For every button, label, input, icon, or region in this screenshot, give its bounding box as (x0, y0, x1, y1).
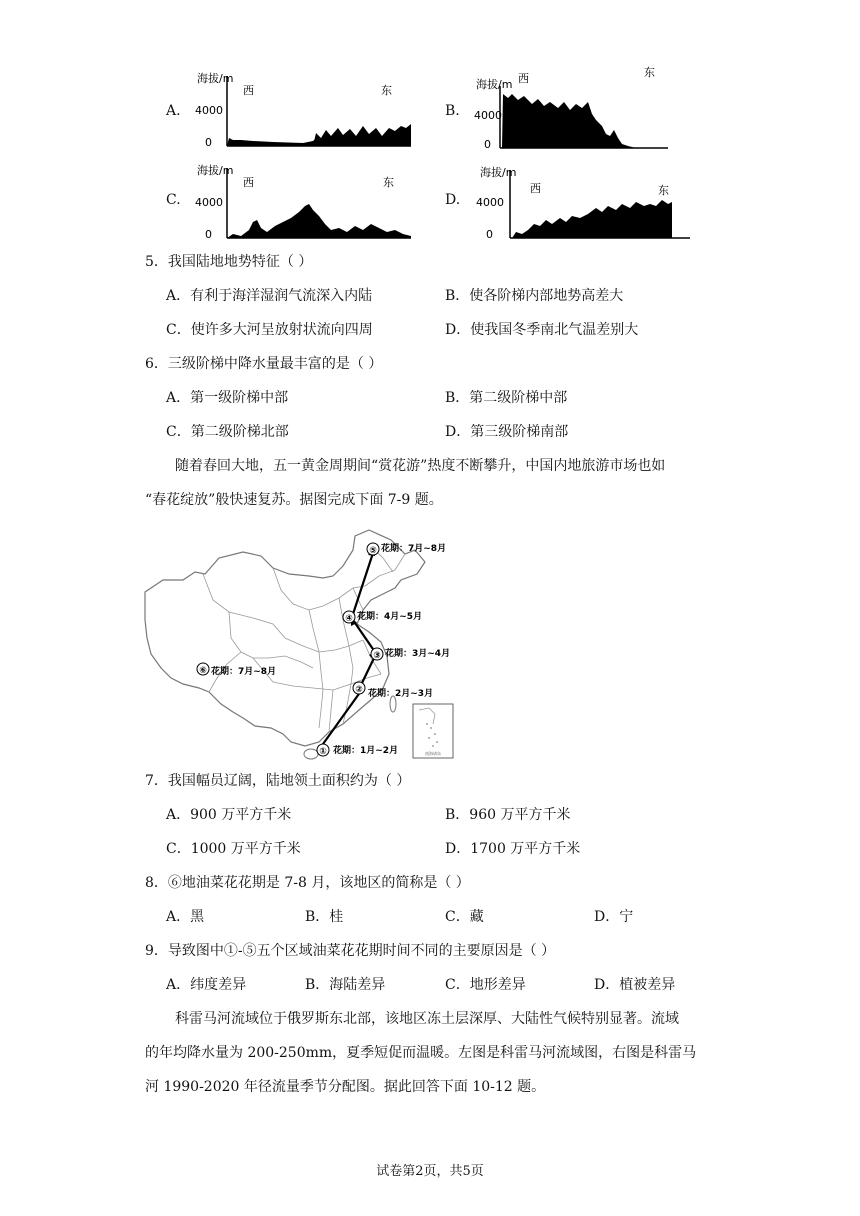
q9-stem: 9．导致图中①-⑤五个区域油菜花花期时间不同的主要原因是（ ） (145, 943, 556, 959)
china-map (143, 528, 468, 767)
q9-option-c: C．地形差异 (445, 977, 526, 993)
intro-10-12-line3: 河 1990-2020 年径流量季节分配图。据此回答下面 10-12 题。 (145, 1079, 546, 1095)
map-point-4-label: 花期：4月~5月 (357, 612, 423, 622)
east-label: 东 (658, 184, 669, 197)
q6-option-a: A．第一级阶梯中部 (166, 390, 289, 406)
q5-option-a: A．有利于海洋湿润气流深入内陆 (166, 288, 373, 304)
map-point-1-label: 花期：1月~2月 (333, 746, 399, 756)
q6-stem: 6．三级阶梯中降水量最丰富的是（ ） (145, 356, 383, 372)
q7-stem: 7．我国幅员辽阔，陆地领土面积约为（ ） (145, 773, 411, 789)
map-point-3-num: ③ (373, 651, 381, 661)
q7-option-b: B．960 万平方千米 (445, 807, 571, 823)
east-label: 东 (381, 84, 392, 97)
q5-option-b: B．使各阶梯内部地势高差大 (445, 288, 624, 304)
map-point-3-label: 花期：3月~4月 (385, 649, 451, 659)
q8-stem: 8．⑥地油菜花花期是 7-8 月，该地区的简称是（ ） (145, 875, 470, 891)
tick-0: 0 (205, 136, 212, 149)
q8-option-c: C．藏 (445, 909, 484, 925)
map-point-6-num: ⑥ (199, 666, 207, 676)
q9-option-d: D．植被差异 (594, 977, 676, 993)
q9-option-a: A．纬度差异 (166, 977, 247, 993)
intro-10-12-line2: 的年均降水量为 200-250mm，夏季短促而温暖。左图是科雷马河流域图，右图是科雷马 (145, 1045, 697, 1061)
page-footer: 试卷第2页，共5页 (376, 1164, 484, 1179)
intro-10-12-line1: 科雷马河流域位于俄罗斯东北部，该地区冻土层深厚、大陆性气候特别显著。流域 (175, 1011, 679, 1027)
q5-option-d: D．使我国冬季南北气温差别大 (445, 322, 639, 338)
q9-option-b: B．海陆差异 (305, 977, 386, 993)
tick-0: 0 (205, 228, 212, 241)
q5-stem: 5．我国陆地地势特征（ ） (145, 254, 313, 270)
option-b-label: B. (445, 103, 460, 119)
map-point-2-num: ② (355, 685, 363, 695)
map-point-4-num: ④ (345, 614, 353, 624)
q7-option-c: C．1000 万平方千米 (166, 841, 301, 857)
q8-option-b: B．桂 (305, 909, 344, 925)
map-point-2-label: 花期：2月~3月 (368, 689, 434, 699)
west-label: 西 (530, 182, 541, 195)
intro-7-9-line2: “春花绽放”般快速复苏。据图完成下面 7-9 题。 (145, 492, 443, 508)
q6-option-b: B．第二级阶梯中部 (445, 390, 568, 406)
ylabel: 海拔/m (197, 164, 234, 177)
profile-d (472, 160, 697, 242)
inset-label: 南海诸岛 (425, 751, 441, 756)
map-point-5-num: ⑤ (369, 546, 377, 556)
map-point-5-label: 花期：7月~8月 (381, 544, 447, 554)
q8-option-a: A．黑 (166, 909, 205, 925)
west-label: 西 (518, 72, 529, 85)
q7-option-a: A．900 万平方千米 (166, 807, 292, 823)
tick-0: 0 (486, 228, 493, 241)
map-point-6-label: 花期：7月~8月 (211, 667, 277, 677)
q5-option-c: C．使许多大河呈放射状流向四周 (166, 322, 373, 338)
tick-4000: 4000 (474, 109, 502, 122)
q6-option-c: C．第二级阶梯北部 (166, 424, 289, 440)
profile-c (193, 160, 418, 242)
profile-a (193, 68, 418, 150)
option-a-label: A. (166, 103, 181, 119)
q6-option-d: D．第三级阶梯南部 (445, 424, 569, 440)
ylabel: 海拔/m (476, 78, 513, 91)
map-point-1-num: ① (319, 747, 327, 757)
east-label: 东 (383, 176, 394, 189)
west-label: 西 (243, 176, 254, 189)
tick-4000: 4000 (195, 104, 223, 117)
ylabel: 海拔/m (197, 72, 234, 85)
q8-option-d: D．宁 (594, 909, 634, 925)
option-d-label: D. (445, 192, 461, 208)
west-label: 西 (243, 84, 254, 97)
option-c-label: C. (166, 192, 181, 208)
q7-option-d: D．1700 万平方千米 (445, 841, 581, 857)
profile-b (472, 64, 697, 152)
east-label: 东 (644, 66, 655, 79)
tick-0: 0 (484, 138, 491, 151)
tick-4000: 4000 (195, 196, 223, 209)
tick-4000: 4000 (476, 196, 504, 209)
ylabel: 海拔/m (480, 166, 517, 179)
intro-7-9-line1: 随着春回大地，五一黄金周期间“赏花游”热度不断攀升，中国内地旅游市场也如 (175, 458, 666, 474)
